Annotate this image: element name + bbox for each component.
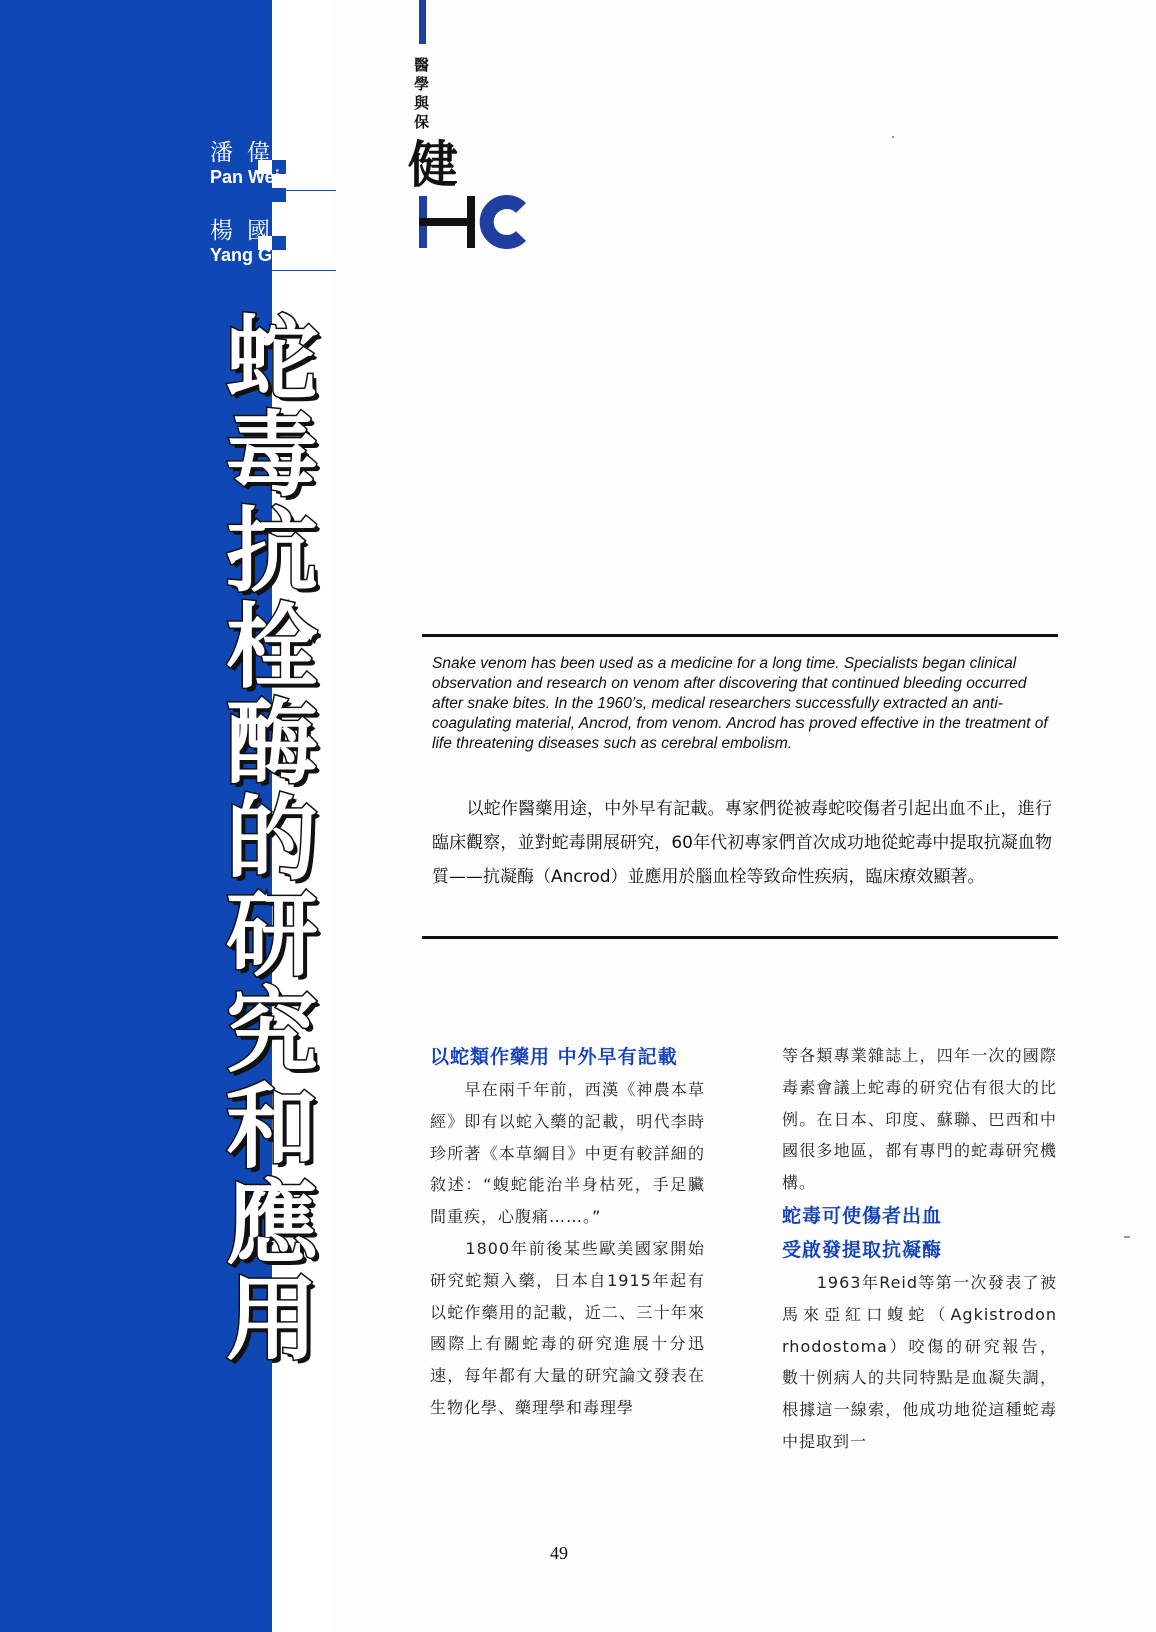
body-paragraph: 1963年Reid等第一次發表了被馬來亞紅口蝮蛇（Agkistrodon rhodostoma）咬傷的研究報告，數十例病人的共同特點是血凝失調，根據這一線索，他成功地從這種蛇毒中提取到一 — [782, 1272, 1057, 1451]
title-char: 蛇 — [225, 306, 318, 413]
title-char: 究 — [225, 978, 318, 1085]
section-heading-2-line-2: 受啟發提取抗凝酶 — [782, 1238, 943, 1261]
abstract-chinese — [432, 792, 1052, 894]
author-divider — [210, 190, 336, 191]
abstract-chinese-text: 以蛇作醫藥用途，中外早有記載。專家們從被毒蛇咬傷者引起出血不止，進行臨床觀察，並對蛇毒開展研究，60年代初專家們首次成功地從蛇毒中提取抗凝血物質——抗凝酶（Ancrod）並應用於腦血栓等致命性疾病，臨床療效顯著。 — [432, 799, 1052, 887]
author-1-zh: 潘偉民 — [210, 140, 321, 166]
author-1-en: Pan Wei Min — [210, 167, 316, 187]
section-heading-1: 以蛇類作藥用 中外早有記載 — [430, 1046, 678, 1068]
author-1 — [210, 140, 336, 188]
abstract-english: Snake venom has been used as a medicine for a long time. Specialists began clinical observation and research on venom after discovering that continued bleeding occurred after snake bites. In the 1960’s, medical researchers successfully extracted an anti-coagulating material, Ancrod, from venom. Ancrod has proved effective in the treatment of life threatening diseases such as cerebral embolism. — [432, 655, 1048, 752]
body-paragraph: 早在兩千年前，西漢《神農本草經》即有以蛇入藥的記載，明代李時珍所著《本草綱目》中更有較詳細的敘述：“蝮蛇能治半身枯死，手足臟間重疾，心腹痛……。” — [430, 1080, 705, 1227]
author-2 — [210, 218, 336, 266]
section-label: 醫學與保 — [414, 56, 430, 131]
body-paragraph: 1800年前後某些歐美國家開始研究蛇類入藥，日本自1915年起有以蛇作藥用的記載，近二、三十年來國際上有關蛇毒的研究進展十分迅速，每年都有大量的研究論文發表在生物化學、藥理學和毒理學 — [430, 1238, 705, 1417]
title-char: 酶 — [225, 690, 318, 797]
title-char: 的 — [225, 786, 318, 893]
author-2-en: Yang Guo Lian — [210, 245, 337, 265]
body-column-1 — [430, 1040, 705, 1424]
section-bar — [419, 0, 426, 44]
title-char: 用 — [225, 1266, 318, 1373]
title-char: 抗 — [225, 498, 318, 605]
paper-speck — [1124, 1236, 1130, 1238]
body-paragraph: 等各類專業雜誌上，四年一次的國際毒素會議上蛇毒的研究佔有很大的比例。在日本、印度、蘇聯、巴西和中國很多地區，都有專門的蛇毒研究機構。 — [782, 1046, 1057, 1193]
section-heading-2-line-1: 蛇毒可使傷者出血 — [782, 1204, 943, 1227]
page-number: 49 — [550, 1543, 568, 1563]
author-divider — [210, 270, 336, 271]
abstract-top-rule — [422, 634, 1058, 637]
section-big-char: 健 — [408, 136, 458, 194]
title-char: 栓 — [225, 594, 318, 701]
author-2-zh: 楊國棟 — [210, 218, 321, 244]
title-char: 和 — [225, 1074, 318, 1181]
paper-speck — [892, 136, 894, 138]
title-char: 毒 — [225, 402, 318, 509]
title-char: 研 — [225, 882, 318, 989]
body-column-2 — [782, 1040, 1057, 1458]
hc-logo-icon — [419, 194, 539, 258]
article-title — [216, 306, 328, 1373]
title-char: 應 — [225, 1170, 318, 1277]
abstract-bottom-rule — [422, 936, 1058, 939]
